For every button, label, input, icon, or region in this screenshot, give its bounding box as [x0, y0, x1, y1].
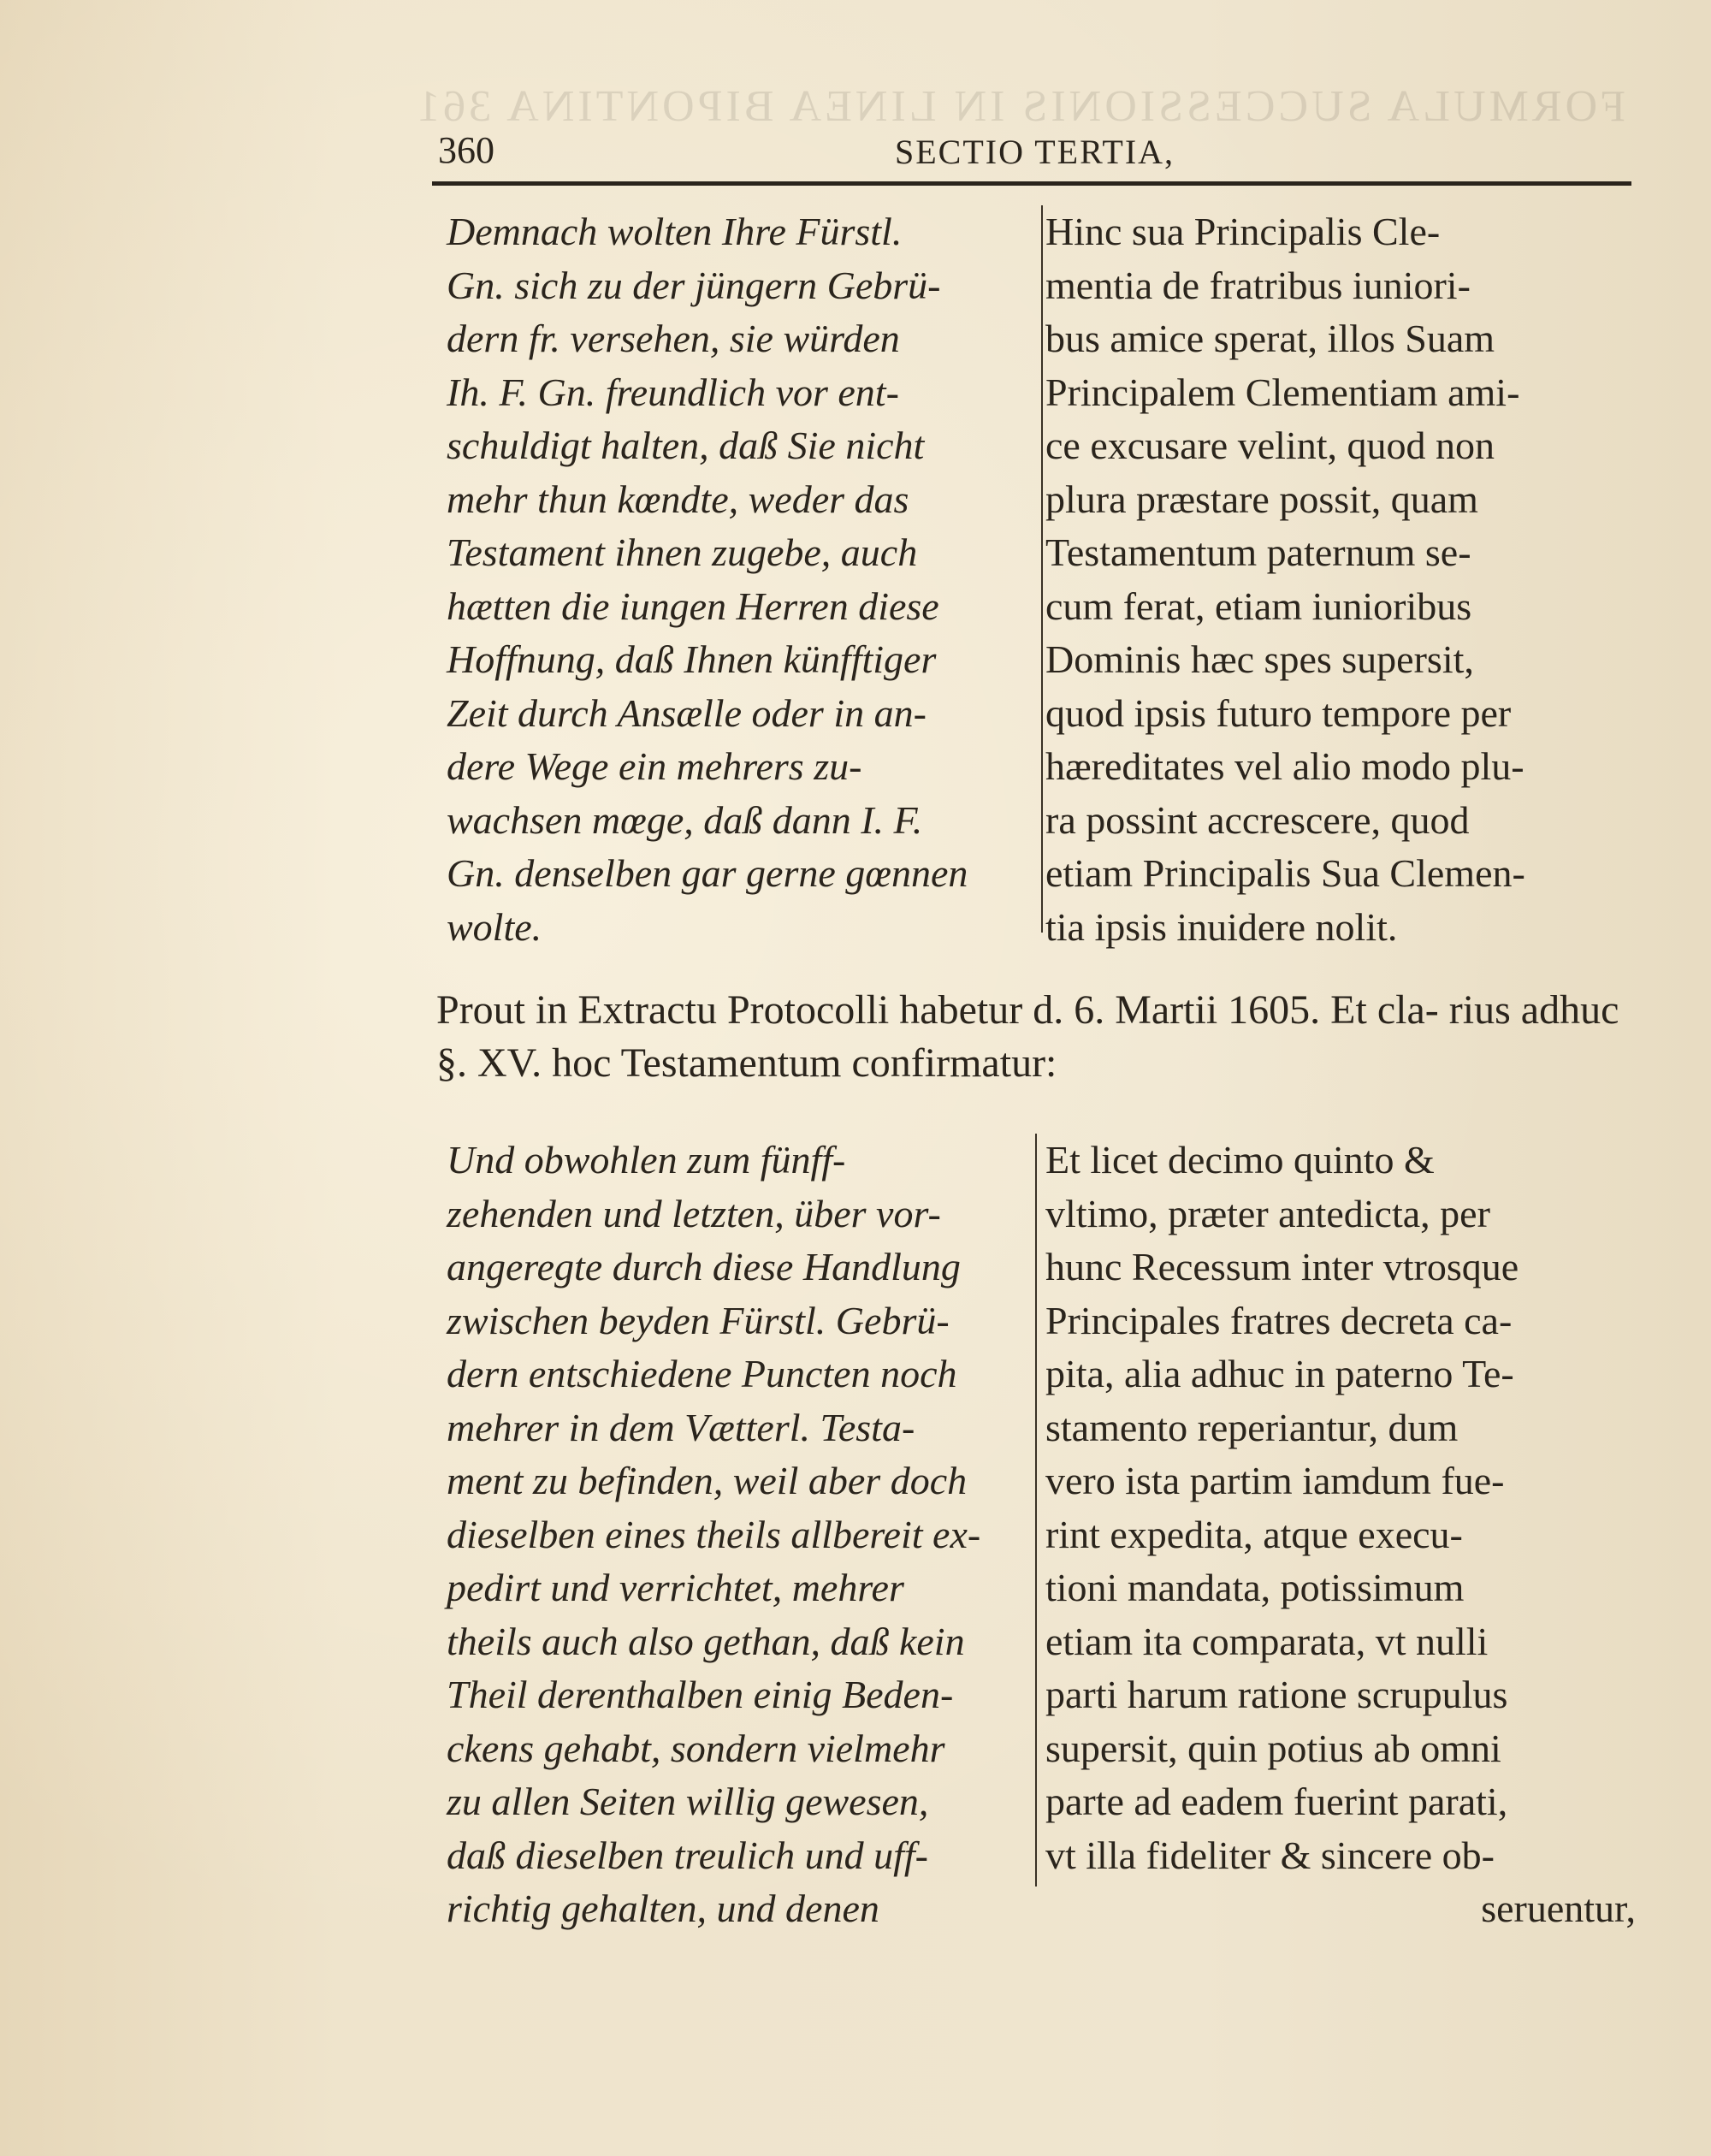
text-line: vt illa fideliter & sincere ob-: [1045, 1833, 1495, 1877]
text-line: ckens gehabt, sondern vielmehr: [447, 1726, 945, 1770]
text-line: dern entschiedene Puncten noch: [447, 1352, 957, 1395]
text-line: zehenden und letzten, über vor-: [447, 1191, 941, 1235]
text-line: zwischen beyden Fürstl. Gebrü-: [447, 1298, 950, 1342]
text-line: wachsen mœge, daß dann I. F.: [447, 797, 923, 842]
text-line: mentia de fratribus iuniori-: [1045, 263, 1471, 307]
text-line: plura præstare possit, quam: [1045, 477, 1478, 521]
text-line: zu allen Seiten willig gewesen,: [447, 1780, 929, 1823]
text-line: Testament ihnen zugebe, auch: [447, 530, 918, 574]
text-line: Principales fratres decreta ca-: [1045, 1298, 1513, 1342]
text-line: Hoffnung, daß Ihnen künfftiger: [447, 637, 937, 681]
text-line: dere Wege ein mehrers zu-: [447, 744, 862, 788]
german-column-1: [447, 205, 1033, 954]
text-line: angeregte durch diese Handlung: [447, 1245, 961, 1288]
text-line: quod ipsis futuro tempore per: [1045, 690, 1512, 735]
paragraph-line: Prout in Extractu Protocolli habetur d. 6. Martii 1605. Et cla-: [436, 987, 1439, 1033]
text-line: etiam Principalis Sua Clemen-: [1045, 851, 1525, 895]
page-number: 360: [438, 129, 494, 171]
text-line: cum ferat, etiam iunioribus: [1045, 583, 1472, 628]
text-line: tia ipsis inuidere nolit.: [1045, 904, 1398, 949]
text-line: ra possint accrescere, quod: [1045, 797, 1470, 842]
text-line: supersit, quin potius ab omni: [1045, 1726, 1501, 1770]
text-line: hunc Recessum inter vtrosque: [1045, 1245, 1519, 1288]
text-line: Testamentum paternum se-: [1045, 530, 1471, 574]
text-line: Et licet decimo quinto &: [1045, 1138, 1435, 1182]
german-column-2: [447, 1134, 1033, 1936]
column-divider-1: [1041, 205, 1043, 933]
text-line: dieselben eines theils allbereit ex-: [447, 1512, 981, 1556]
text-line: ment zu befinden, weil aber doch: [447, 1459, 968, 1502]
text-line: Zeit durch Ansælle oder in an-: [447, 690, 927, 735]
text-line: Theil derenthalben einig Beden-: [447, 1673, 954, 1716]
column-divider-2: [1035, 1134, 1037, 1886]
bleed-through-text: FORMULA SUCCESSIONIS IN LINEA BIPONTINA 361: [414, 82, 1625, 131]
text-line: mehr thun kœndte, weder das: [447, 477, 909, 521]
text-line: richtig gehalten, und denen: [447, 1886, 879, 1930]
latin-column-1: [1045, 205, 1636, 954]
text-line: daß dieselben treulich und uff-: [447, 1833, 928, 1877]
text-line: hætten die iungen Herren diese: [447, 583, 939, 628]
text-line: mehrer in dem Vætterl. Testa-: [447, 1405, 915, 1449]
text-line: Gn. denselben gar gerne gœnnen: [447, 851, 968, 895]
text-line: seruentur,: [1481, 1886, 1636, 1930]
text-line: stamento reperiantur, dum: [1045, 1405, 1459, 1449]
text-line: tioni mandata, potissimum: [1045, 1566, 1465, 1609]
text-line: Principalem Clementiam ami-: [1045, 370, 1520, 414]
text-line: pita, alia adhuc in paterno Te-: [1045, 1352, 1514, 1395]
text-line: etiam ita comparata, vt nulli: [1045, 1619, 1489, 1663]
text-line: Ih. F. Gn. freundlich vor ent-: [447, 370, 899, 414]
text-line: theils auch also gethan, daß kein: [447, 1619, 965, 1663]
text-line: Dominis hæc spes supersit,: [1045, 637, 1474, 681]
text-line: hæreditates vel alio modo plu-: [1045, 744, 1525, 788]
text-line: bus amice sperat, illos Suam: [1045, 317, 1495, 360]
text-line: parte ad eadem fuerint parati,: [1045, 1780, 1508, 1823]
text-line: rint expedita, atque execu-: [1045, 1512, 1463, 1556]
text-line: Gn. sich zu der jüngern Gebrü-: [447, 263, 941, 307]
text-line: dern fr. versehen, sie würden: [447, 317, 900, 360]
text-line: Hinc sua Principalis Cle-: [1045, 210, 1441, 253]
header-rule: [432, 181, 1631, 186]
page-header: [438, 128, 1631, 180]
text-line: vltimo, præter antedicta, per: [1045, 1191, 1490, 1235]
paragraph-line: rius adhuc §. XV. hoc Testamentum confirmatur:: [436, 987, 1619, 1086]
text-line: schuldigt halten, daß Sie nicht: [447, 424, 925, 467]
text-line: vero ista partim iamdum fue-: [1045, 1459, 1505, 1502]
text-line: parti harum ratione scrupulus: [1045, 1673, 1508, 1716]
text-line: pedirt und verrichtet, mehrer: [447, 1566, 904, 1609]
text-line: Und obwohlen zum fünff-: [447, 1138, 846, 1182]
latin-column-2: [1045, 1134, 1636, 1936]
body-paragraph: [436, 984, 1634, 1090]
text-line: wolte.: [447, 904, 542, 949]
text-line: Demnach wolten Ihre Fürstl.: [447, 210, 903, 253]
text-line: ce excusare velint, quod non: [1045, 424, 1495, 467]
running-head: SECTIO TERTIA,: [894, 133, 1175, 171]
